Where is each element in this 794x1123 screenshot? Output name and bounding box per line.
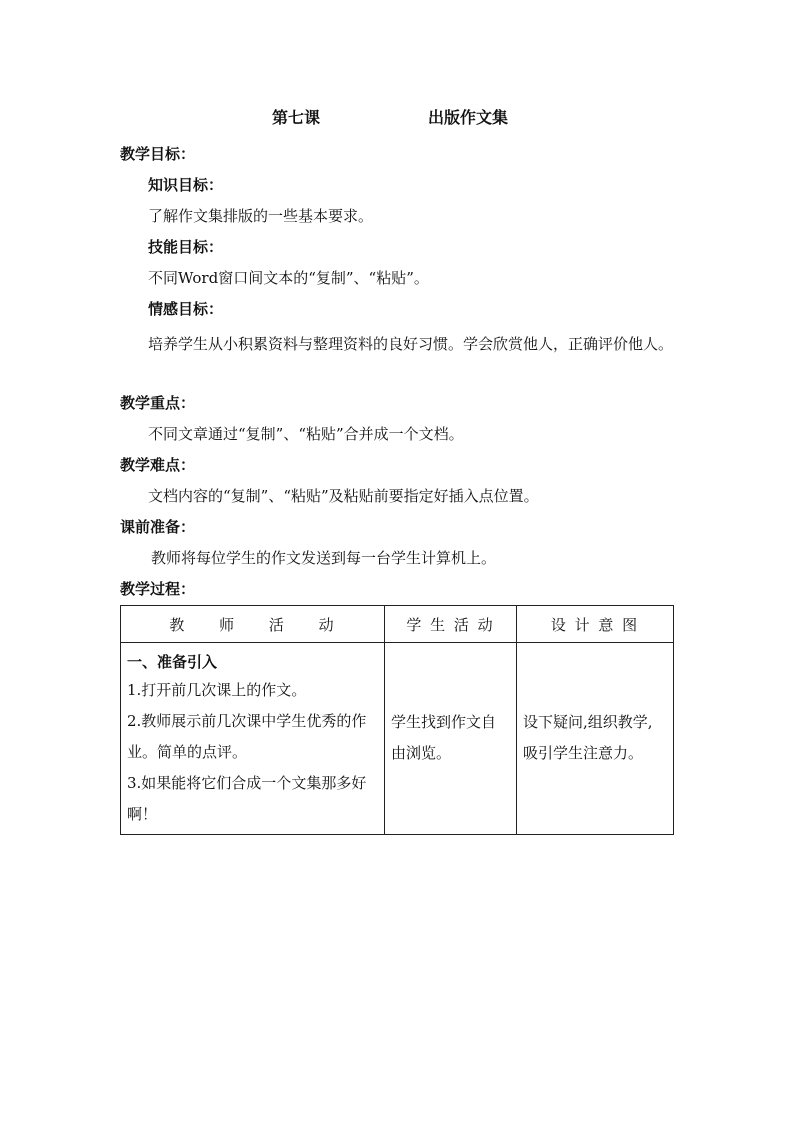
knowledge-goal-text: 了解作文集排版的一些基本要求。 (148, 207, 374, 225)
process-heading: 教学过程： (120, 580, 196, 598)
design-intent-cell: 设下疑问,组织教学,吸引学生注意力。 (517, 643, 674, 835)
emotion-goal-label: 情感目标： (148, 300, 224, 318)
preparation-text: 教师将每位学生的作文发送到每一台学生计算机上。 (151, 549, 497, 567)
table-row (121, 643, 674, 835)
teacher-activity-cell (121, 643, 385, 835)
knowledge-goal-label: 知识目标： (148, 176, 224, 194)
teacher-step: 1.打开前几次课上的作文。 (127, 681, 307, 699)
table-header-row (121, 606, 674, 643)
column-header-intent: 设 计 意 图 (517, 606, 674, 643)
emotion-goal-text: 培养学生从小积累资料与整理资料的良好习惯。学会欣赏他人，正确评价他人。 (148, 335, 674, 353)
key-point-heading: 教学重点： (120, 394, 196, 412)
skill-goal-text: 不同Word窗口间文本的“复制”、“粘贴”。 (148, 269, 429, 287)
teaching-process-table (120, 605, 674, 835)
column-header-student: 学 生 活 动 (385, 606, 517, 643)
student-activity-cell: 学生找到作文自由浏览。 (385, 643, 517, 835)
goals-heading: 教学目标： (120, 145, 196, 163)
difficulty-heading: 教学难点： (120, 456, 196, 474)
teacher-step: 3.如果能将它们合成一个文集那多好啊！ (127, 774, 367, 823)
page-title (0, 106, 794, 130)
lesson-topic: 出版作文集 (428, 108, 509, 127)
teacher-step: 2.教师展示前几次课中学生优秀的作业。简单的点评。 (127, 712, 367, 761)
lesson-number: 第七课 (272, 108, 321, 127)
difficulty-text: 文档内容的“复制”、“粘贴”及粘贴前要指定好插入点位置。 (148, 487, 539, 505)
column-header-teacher: 教 师 活 动 (121, 606, 385, 643)
preparation-heading: 课前准备： (120, 518, 196, 536)
section-title: 一、准备引入 (127, 653, 218, 671)
skill-goal-label: 技能目标： (148, 238, 224, 256)
key-point-text: 不同文章通过“复制”、“粘贴”合并成一个文档。 (148, 425, 464, 443)
